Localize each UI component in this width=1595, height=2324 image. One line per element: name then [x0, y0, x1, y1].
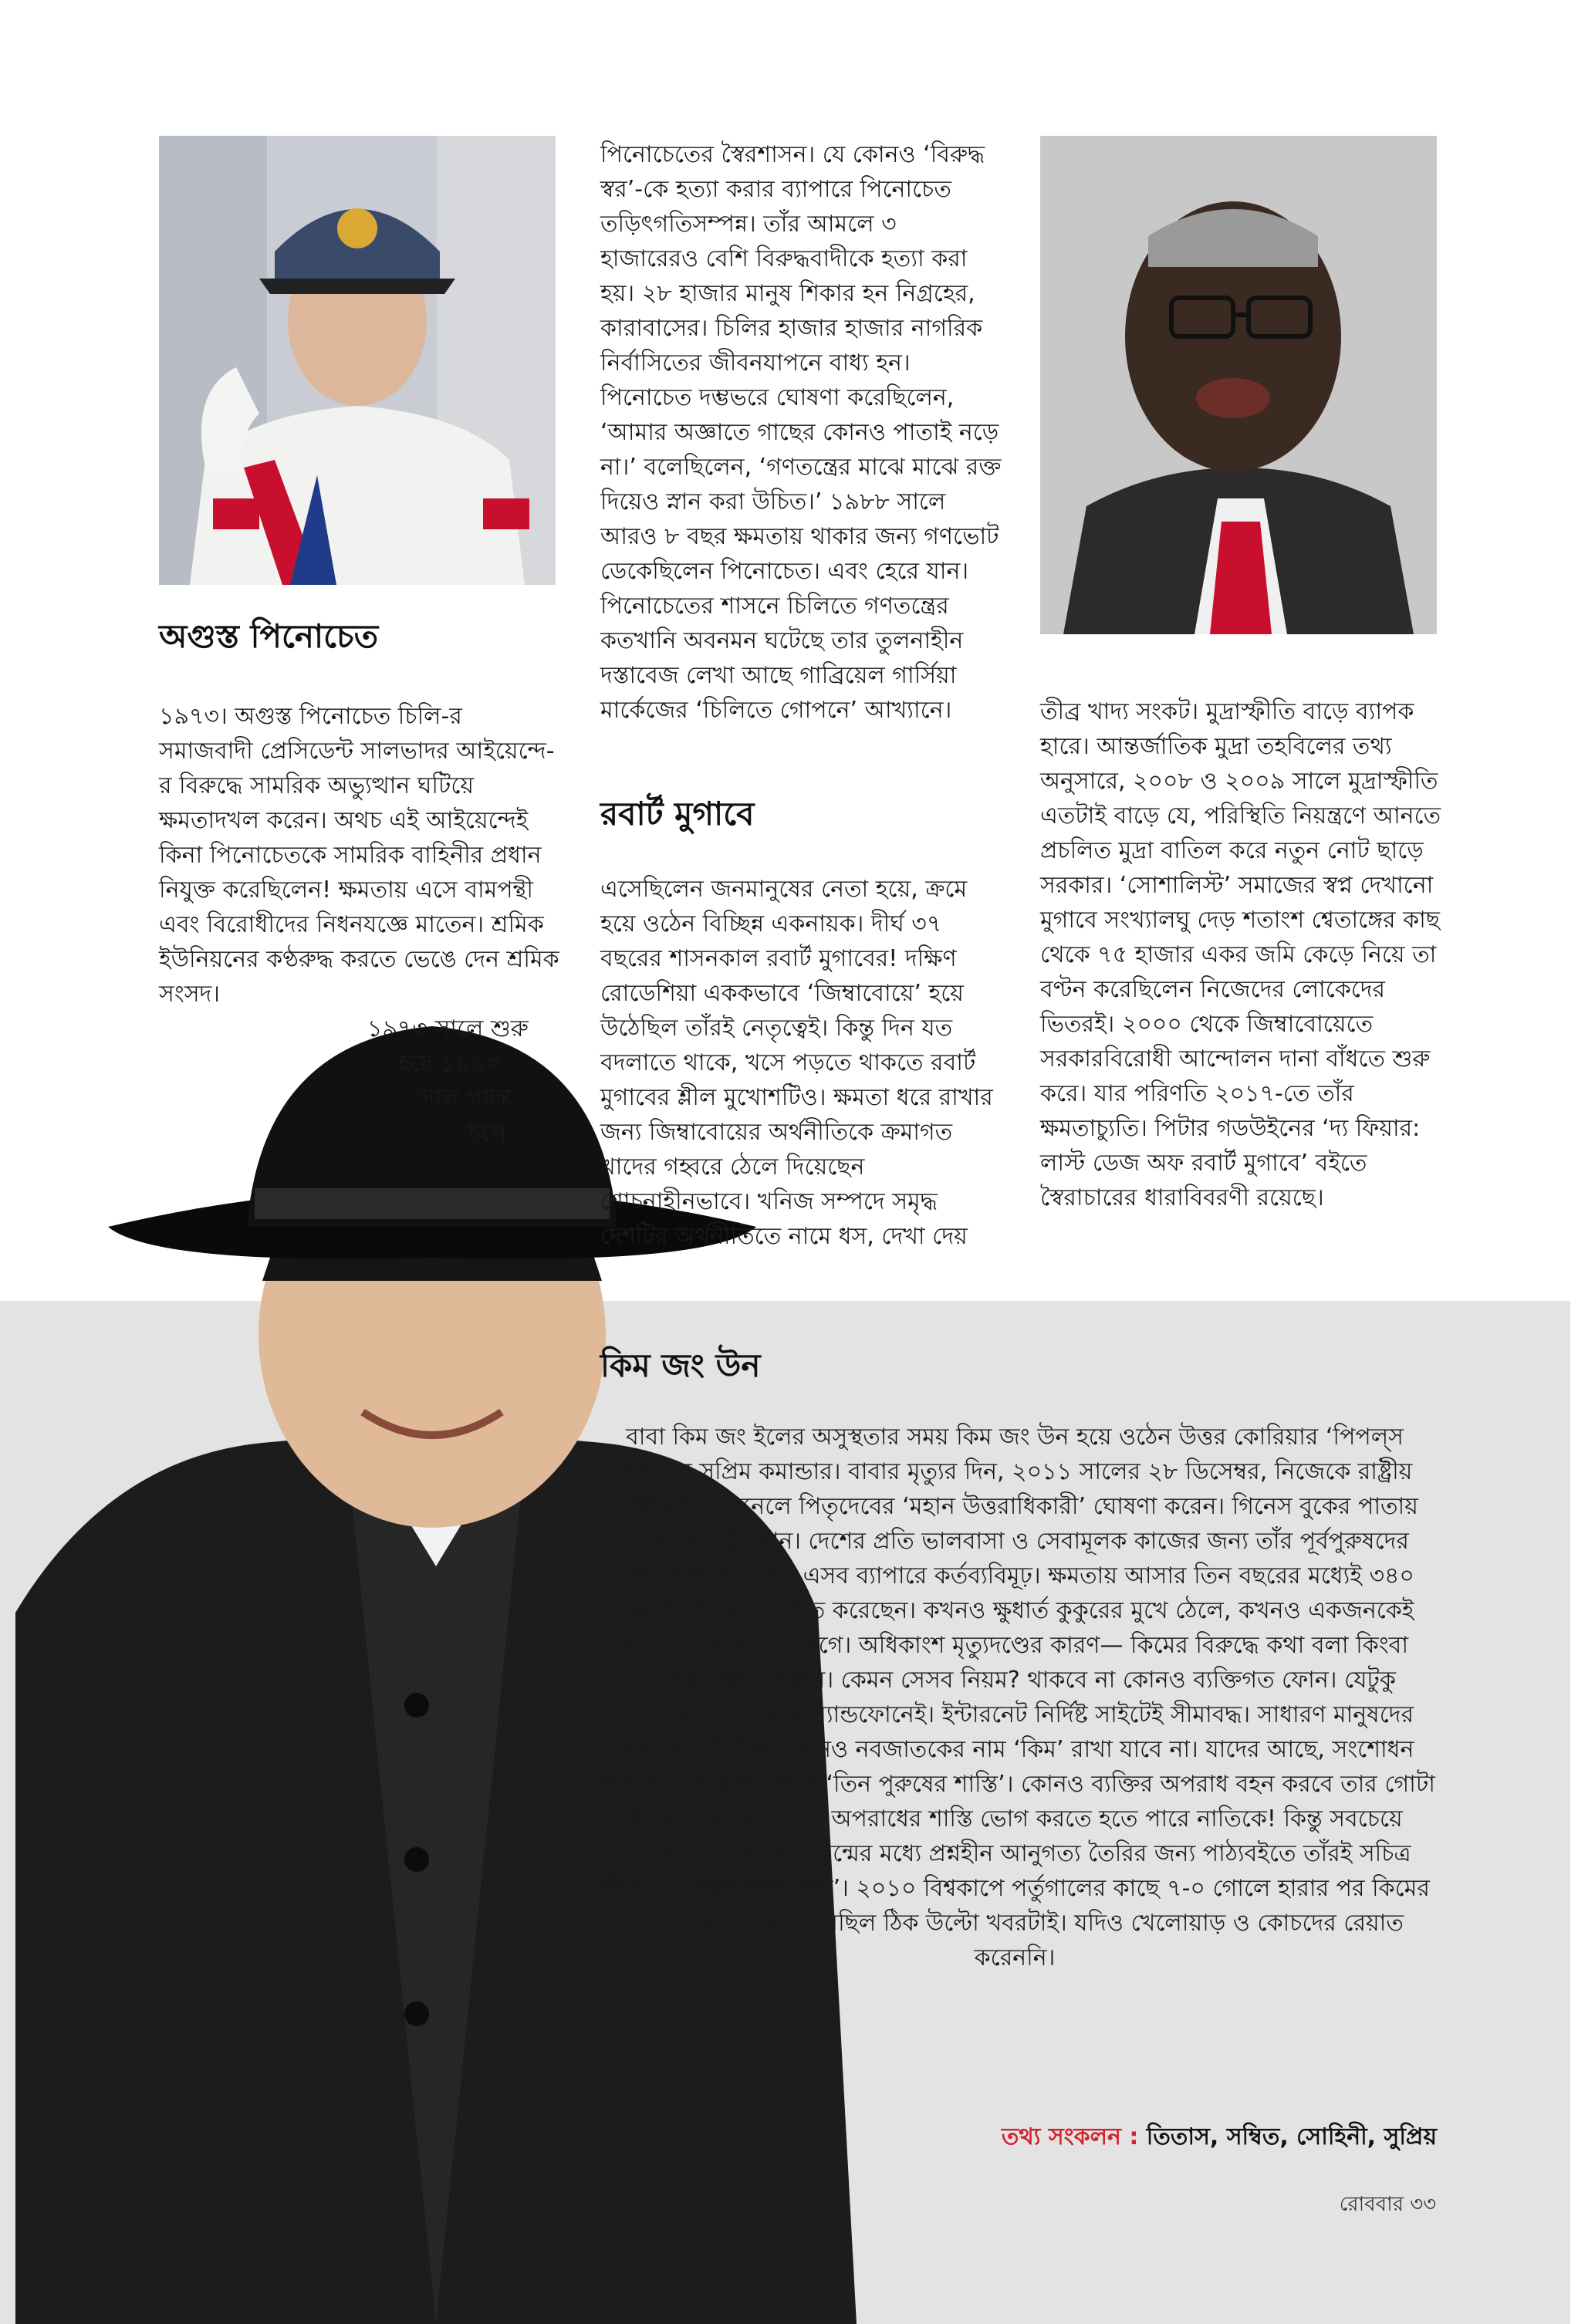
pinochet-heading: অগুস্ত পিনোচেত: [159, 617, 379, 655]
kim-heading: কিম জং উন: [600, 1346, 761, 1384]
credit-label: তথ্য সংকলন :: [1001, 2123, 1139, 2150]
credit-names: তিতাস, সম্বিত, সোহিনী, সুপ্রিয়: [1146, 2123, 1437, 2150]
pinochet-body-text: ১৯৭৩। অগুস্ত পিনোচেত চিলি-র সমাজবাদী প্রেসিডেন্ট সালভাদর আইয়েন্দে-র বিরুদ্ধে সামরিক অভ্যুত্থান ঘটিয়ে ক্ষমতাদখল করেন। অথচ এই আইয়েন্দেই কিনা পিনোচেতকে সামরিক বাহিনীর প্রধান নিযুক্ত করেছিলেন! ক্ষমতায় এসে বামপন্থী এবং বিরোধীদের নিধনযজ্ঞে মাতেন। শ্রমিক ইউনিয়নের কণ্ঠরুদ্ধ করতে ভেঙে দেন শ্রমিক সংসদ।: [159, 703, 559, 1008]
mugabe-body: এসেছিলেন জনমানুষের নেতা হয়ে, ক্রমে হয়ে ওঠেন বিচ্ছিন্ন একনায়ক। দীর্ঘ ৩৭ বছরের শাসনকাল রবার্ট মুগাবের! দক্ষিণ রোডেশিয়া এককভাবে ‘জিম্বাবোয়ে’ হয়ে উঠেছিল তাঁরই নেতৃত্বেই। কিন্তু দিন যত বদলাতে থাকে, খসে পড়তে থাকতে রবার্ট মুগাবের শ্লীল মুখোশটিও। ক্ষমতা ধরে রাখার জন্য জিম্বাবোয়ের অর্থনীতিকে ক্রমাগত খাদের গহ্বরে ঠেলে দিয়েছেন শোচনাহীনভাবে। খনিজ সম্পদে সমৃদ্ধ দেশটির অর্থনীতিতে নামে ধস, দেখা দেয়: [600, 876, 993, 1250]
credit-line: [1002, 2118, 1437, 2157]
pinochet-tail-line-3: সাল পর্যন্ত: [420, 1085, 512, 1112]
pinochet-tail-line-1: ১৯৭৩ সালে শুরু: [367, 1015, 529, 1042]
kim-body: বাবা কিম জং ইলের অসুস্থতার সময় কিম জং উন হয়ে ওঠেন উত্তর কোরিয়ার ‘পিপল্‌স আর্মি’-র সুপ্রিম কমান্ডার। বাবার মৃত্যুর দিন, ২০১১ সালের ২৮ ডিসেম্বর, নিজেকে রাষ্ট্রীয় টেলিভিশন চ্যানেলে পিতৃদেবের ‘মহান উত্তরাধিকারী’ ঘোষণা করেন। গিনেস বুকের পাতায় সর্বকনিষ্ঠ রাষ্ট্রপ্রধান। দেশের প্রতি ভালবাসা ও সেবামূলক কাজের জন্য তাঁর পূর্বপুরুষদের সুনাম থাকলেও কিম এসব ব্যাপারে কর্তব্যবিমূঢ়। ক্ষমতায় আসার তিন বছরের মধ্যেই ৩৪০ জনকে প্রাণদণ্ডে দণ্ডিত করেছেন। কখনও ক্ষুধার্ত কুকুরের মুখে ঠেলে, কখনও একজনকেই মারা হয়েছে কামান দেগে। অধিকাংশ মৃত্যুদণ্ডের কারণ— কিমের বিরুদ্ধে কথা বলা কিংবা ‘দেশের নিয়ম’ লঙ্ঘন। কেমন সেসব নিয়ম? থাকবে না কোনও ব্যক্তিগত ফোন। যেটুকু যোগাযোগ, পাবলিক ল্যান্ডফোনেই। ইন্টারনেট নির্দিষ্ট সাইটেই সীমাবদ্ধ। সাধারণ মানুষদের জন্য তাও নিষিদ্ধ। কোনও নবজাতকের নাম ‘কিম’ রাখা যাবে না। যাদের আছে, সংশোধন করে নিতে হয়েছে। আছে ‘তিন পুরুষের শাস্তি’। কোনও ব্যক্তির অপরাধ বহন করবে তার গোটা পরিবার। দাদুর কোনও অপরাধের শাস্তি ভোগ করতে হতে পারে নাতিকে! কিন্তু সবচেয়ে ভয়ংকর— ভবিষ্যৎ প্রজন্মের মধ্যে প্রশ্নহীন আনুগত্য তৈরির জন্য পাঠ্যবইতে তাঁরই সচিত্র জীবনী: ‘বিস্ময়বালক কিম’। ২০১০ বিশ্বকাপে পর্তুগালের কাছে ৭-০ গোলে হারার পর কিমের নির্দেশে সম্প্রচারিত হয়েছিল ঠিক উল্টো খবরটাই। যদিও খেলোয়াড় ও কোচদের রেয়াত করেননি।: [594, 1424, 1435, 1971]
mugabe-photo: [1040, 136, 1437, 634]
pinochet-photo: [159, 136, 556, 585]
pinochet-body: [159, 699, 560, 1150]
mugabe-continued: তীব্র খাদ্য সংকট। মুদ্রাস্ফীতি বাড়ে ব্যাপক হারে। আন্তর্জাতিক মুদ্রা তহবিলের তথ্য অনুসারে, ২০০৮ ও ২০০৯ সালে মুদ্রাস্ফীতি এতটাই বাড়ে যে, পরিস্থিতি নিয়ন্ত্রণে আনতে প্রচলিত মুদ্রা বাতিল করে নতুন নোট ছাড়ে সরকার। ‘সোশালিস্ট’ সমাজের স্বপ্ন দেখানো মুগাবে সংখ্যালঘু দেড় শতাংশ শ্বেতাঙ্গের কাছ থেকে ৭৫ হাজার একর জমি কেড়ে নিয়ে তা বণ্টন করেছিলেন নিজেদের লোকেদের ভিতরই। ২০০০ থেকে জিম্বাবোয়েতে সরকারবিরোধী আন্দোলন দানা বাঁধতে শুরু করে। যার পরিণতি ২০১৭-তে তাঁর ক্ষমতাচ্যুতি। পিটার গডউইনের ‘দ্য ফিয়ার: লাস্ট ডেজ অফ রবার্ট মুগাবে’ বইতে স্বৈরাচারের ধারাবিবরণী রয়েছে।: [1040, 698, 1441, 1211]
mugabe-heading: রবার্ট মুগাবে: [600, 795, 755, 833]
pinochet-tail-line-4: চলে: [468, 1120, 507, 1147]
page-footer: রোববার ৩৩: [1339, 2193, 1436, 2216]
pinochet-continued: পিনোচেতের স্বৈরশাসন। যে কোনও ‘বিরুদ্ধ স্বর’-কে হত্যা করার ব্যাপারে পিনোচেত তড়িৎগতিসম্পন্ন। তাঁর আমলে ৩ হাজারেরও বেশি বিরুদ্ধবাদীকে হত্যা করা হয়। ২৮ হাজার মানুষ শিকার হন নিগ্রহের, কারাবাসের। চিলির হাজার হাজার নাগরিক নির্বাসিতের জীবনযাপনে বাধ্য হন। পিনোচেত দম্ভভরে ঘোষণা করেছিলেন, ‘আমার অজ্ঞাতে গাছের কোনও পাতাই নড়ে না।’ বলেছিলেন, ‘গণতন্ত্রের মাঝে মাঝে রক্ত দিয়েও স্নান করা উচিত।’ ১৯৮৮ সালে আরও ৮ বছর ক্ষমতায় থাকার জন্য গণভোট ডেকেছিলেন পিনোচেত। এবং হেরে যান। পিনোচেতের শাসনে চিলিতে গণতন্ত্রের কতখানি অবনমন ঘটেছে তার তুলনাহীন দস্তাবেজ লেখা আছে গাব্রিয়েল গার্সিয়া মার্কেজের ‘চিলিতে গোপনে’ আখ্যানে।: [600, 141, 1002, 724]
pinochet-tail-line-2: হয়ে ১৯৯০: [398, 1050, 501, 1077]
